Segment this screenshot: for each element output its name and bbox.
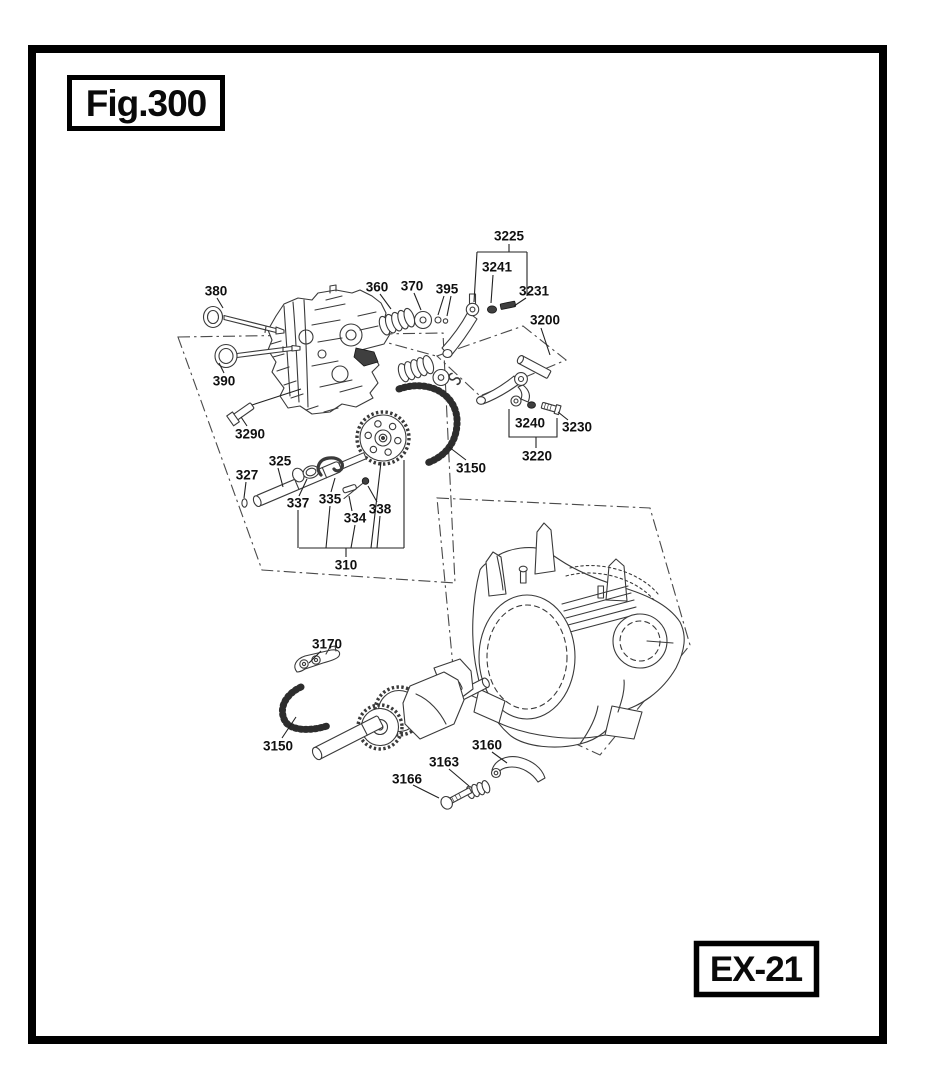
- part-label-380: 380: [204, 283, 228, 299]
- spring-retainer-lower-drawing: [433, 370, 460, 386]
- nut-3240-drawing: [528, 402, 536, 408]
- part-label-327: 327: [235, 467, 259, 483]
- part-label-3170: 3170: [311, 636, 343, 652]
- crankshaft-drawing: [311, 659, 491, 761]
- crankcase-boss-middle: [535, 523, 555, 574]
- page-code-box: [697, 944, 817, 995]
- screw-3231-drawing: [500, 301, 516, 310]
- valve-380-drawing: [204, 307, 285, 335]
- part-label-337: 337: [286, 495, 310, 511]
- part-label-3240: 3240: [514, 415, 546, 431]
- timing-chain-lower-drawing: [282, 687, 327, 729]
- page-border: [32, 49, 883, 1040]
- clip-327-drawing: [242, 499, 247, 507]
- part-label-3230: 3230: [561, 419, 593, 435]
- timing-chain-upper-drawing: [399, 386, 457, 463]
- figure-number-box: [70, 78, 223, 129]
- part-label-360: 360: [365, 279, 389, 295]
- bolt-3290-drawing: [227, 400, 256, 425]
- part-label-325: 325: [268, 453, 292, 469]
- part-label-3220: 3220: [521, 448, 553, 464]
- spring-retainer-370-drawing: [415, 312, 432, 329]
- bolt-3166-drawing: [439, 784, 474, 811]
- valve-spring-lower-drawing: [396, 354, 435, 383]
- part-label-3150-upper: 3150: [455, 460, 487, 476]
- crankcase-side-boss: [613, 614, 667, 668]
- pin-334-drawing: [342, 484, 356, 493]
- part-label-395: 395: [435, 281, 459, 297]
- part-label-310: 310: [334, 557, 358, 573]
- part-label-3231: 3231: [518, 283, 550, 299]
- part-label-3160: 3160: [471, 737, 503, 753]
- nut-3241-drawing: [487, 306, 496, 313]
- part-label-3225: 3225: [493, 228, 525, 244]
- part-label-390: 390: [212, 373, 236, 389]
- part-label-334: 334: [343, 510, 367, 526]
- tensioner-arm-3160-drawing: [492, 757, 546, 782]
- rocker-arm-lower-drawing: [477, 373, 530, 406]
- part-label-3200: 3200: [529, 312, 561, 328]
- part-label-335: 335: [318, 491, 342, 507]
- figure-number-label: Fig.300: [85, 83, 207, 124]
- part-label-3166: 3166: [391, 771, 423, 787]
- part-label-3150-lower: 3150: [262, 738, 294, 754]
- valve-keeper-395-drawing: [435, 317, 448, 323]
- part-label-3290: 3290: [234, 426, 266, 442]
- part-label-3163: 3163: [428, 754, 460, 770]
- part-label-338: 338: [368, 501, 392, 517]
- page-code-label: EX-21: [709, 950, 803, 989]
- part-label-3241: 3241: [481, 259, 513, 275]
- crankcase-drawing: [473, 523, 684, 747]
- part-label-370: 370: [400, 278, 424, 294]
